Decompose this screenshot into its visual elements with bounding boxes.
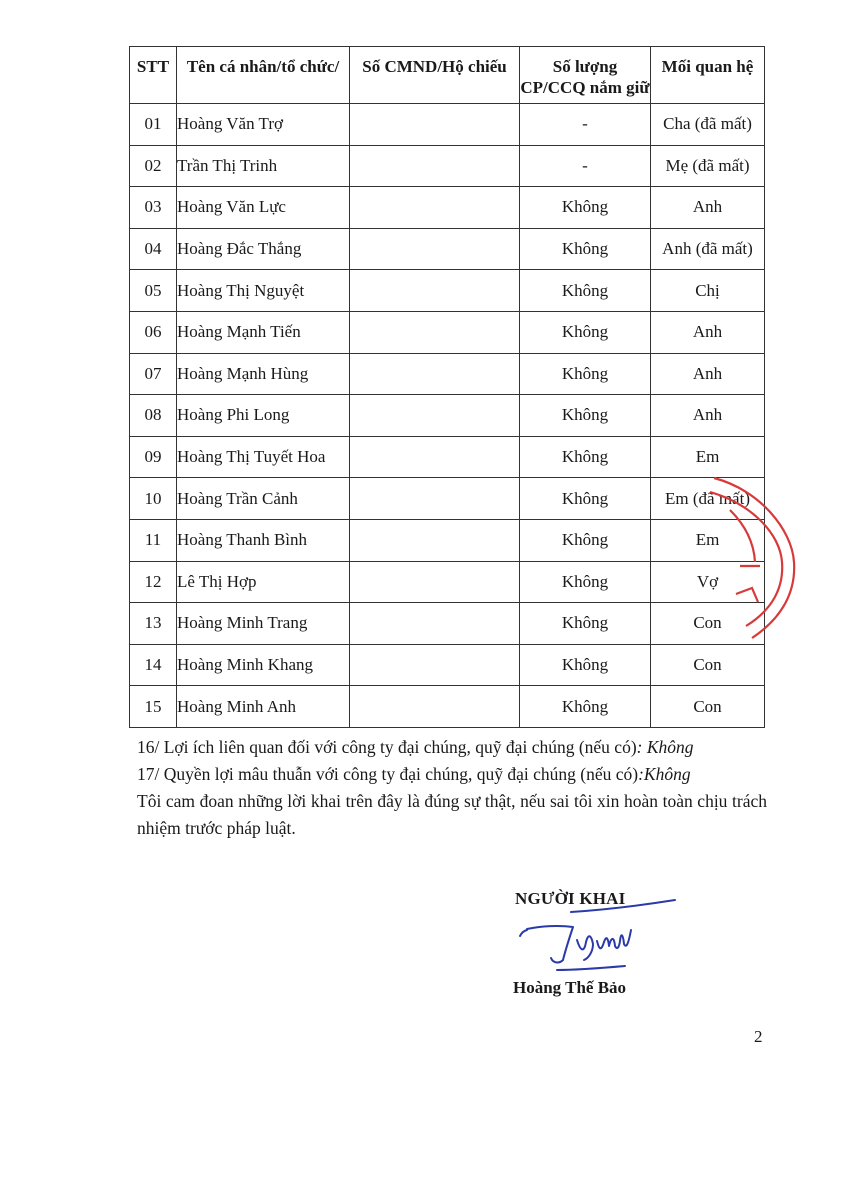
row-name: Lê Thị Hợp [177,561,350,603]
header-name: Tên cá nhân/tổ chức/ [177,47,350,104]
row-relationship: Cha (đã mất) [651,104,765,146]
row-stt: 11 [130,519,177,561]
row-name: Hoàng Mạnh Hùng [177,353,350,395]
row-name: Trần Thị Trinh [177,145,350,187]
table-row [130,561,765,603]
table-row [130,603,765,645]
row-shares-held: Không [520,644,651,686]
row-stt: 07 [130,353,177,395]
header-shares-held: Số lượng CP/CCQ nắm giữ [520,47,651,104]
signer-title: NGƯỜI KHAI [515,889,626,908]
row-relationship: Chị [651,270,765,312]
row-stt: 09 [130,436,177,478]
table-row [130,145,765,187]
row-stt: 03 [130,187,177,229]
row-name: Hoàng Minh Khang [177,644,350,686]
table-header-row [130,47,765,104]
row-relationship: Con [651,603,765,645]
row-name: Hoàng Văn Trợ [177,104,350,146]
row-shares-held: Không [520,478,651,520]
row-id-number [350,603,520,645]
row-relationship: Em (đã mất) [651,478,765,520]
row-relationship: Con [651,644,765,686]
company-seal-fragment [700,470,810,645]
row-relationship: Anh [651,187,765,229]
row-shares-held: Không [520,603,651,645]
row-id-number [350,478,520,520]
row-stt: 04 [130,228,177,270]
row-shares-held: Không [520,270,651,312]
row-relationship: Vợ [651,561,765,603]
table-row [130,436,765,478]
row-shares-held: - [520,145,651,187]
item-17-value: :Không [638,764,691,784]
row-relationship: Em [651,519,765,561]
table-row [130,353,765,395]
item-17 [137,761,767,788]
row-stt: 01 [130,104,177,146]
table-row [130,686,765,728]
row-name: Hoàng Minh Anh [177,686,350,728]
row-name: Hoàng Minh Trang [177,603,350,645]
row-id-number [350,145,520,187]
table-row [130,270,765,312]
item-16 [137,734,767,761]
row-relationship: Anh [651,311,765,353]
header-id-number: Số CMND/Hộ chiếu [350,47,520,104]
row-id-number [350,228,520,270]
table-row [130,228,765,270]
row-id-number [350,519,520,561]
row-shares-held: Không [520,228,651,270]
row-stt: 12 [130,561,177,603]
row-relationship: Anh [651,353,765,395]
table-row [130,395,765,437]
row-stt: 06 [130,311,177,353]
table-row [130,644,765,686]
row-id-number [350,561,520,603]
table-row [130,104,765,146]
row-shares-held: Không [520,353,651,395]
row-id-number [350,686,520,728]
row-name: Hoàng Thanh Bình [177,519,350,561]
row-stt: 02 [130,145,177,187]
signer-name: Hoàng Thế Bảo [513,978,627,997]
row-relationship: Anh [651,395,765,437]
commitment-statement: Tôi cam đoan những lời khai trên đây là đúng sự thật, nếu sai tôi xin hoàn toàn chịu trách nhiệm trước pháp luật. [137,791,767,838]
signature-mark [507,894,682,979]
row-id-number [350,395,520,437]
row-shares-held: Không [520,436,651,478]
table-row [130,478,765,520]
table-row [130,519,765,561]
declaration-text [137,734,767,842]
row-name: Hoàng Thị Nguyệt [177,270,350,312]
row-stt: 08 [130,395,177,437]
header-stt: STT [130,47,177,104]
related-persons-table [129,46,765,728]
page-number: 2 [754,1027,763,1046]
row-shares-held: Không [520,395,651,437]
row-id-number [350,311,520,353]
row-shares-held: Không [520,561,651,603]
row-stt: 14 [130,644,177,686]
row-id-number [350,104,520,146]
table-row [130,311,765,353]
row-shares-held: Không [520,519,651,561]
table-body [130,104,765,728]
row-stt: 15 [130,686,177,728]
row-name: Hoàng Trần Cảnh [177,478,350,520]
row-name: Hoàng Mạnh Tiến [177,311,350,353]
row-id-number [350,187,520,229]
row-shares-held: Không [520,686,651,728]
item-16-value: : Không [636,737,694,757]
row-stt: 13 [130,603,177,645]
row-id-number [350,436,520,478]
row-name: Hoàng Văn Lực [177,187,350,229]
header-relationship: Mối quan hệ [651,47,765,104]
row-name: Hoàng Thị Tuyết Hoa [177,436,350,478]
table-row [130,187,765,229]
row-id-number [350,644,520,686]
row-id-number [350,270,520,312]
row-shares-held: - [520,104,651,146]
row-relationship: Con [651,686,765,728]
row-id-number [350,353,520,395]
row-stt: 05 [130,270,177,312]
row-stt: 10 [130,478,177,520]
row-relationship: Anh (đã mất) [651,228,765,270]
item-17-label: 17/ Quyền lợi mâu thuẫn với công ty đại chúng, quỹ đại chúng (nếu có) [137,764,639,784]
row-shares-held: Không [520,311,651,353]
row-shares-held: Không [520,187,651,229]
item-16-label: 16/ Lợi ích liên quan đối với công ty đại chúng, quỹ đại chúng (nếu có) [137,737,637,757]
row-name: Hoàng Đắc Thắng [177,228,350,270]
row-relationship: Mẹ (đã mất) [651,145,765,187]
row-name: Hoàng Phi Long [177,395,350,437]
row-relationship: Em [651,436,765,478]
